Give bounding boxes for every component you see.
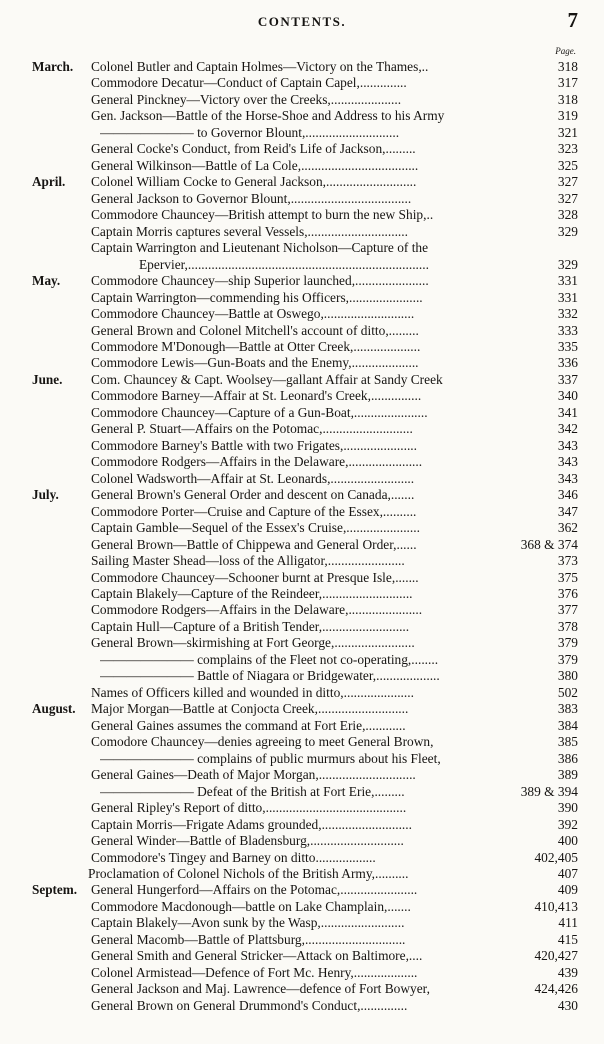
entry-title: General Smith and General Stricker—Attack on Baltimore,.... [91, 948, 423, 964]
entry-page: 343 [557, 470, 578, 486]
entry-title: Colonel Armistead—Defence of Fort Mc. Henry,................... [91, 964, 418, 980]
entry-page: 335 [557, 338, 578, 354]
toc-entry [0, 784, 604, 800]
toc-entry [0, 141, 604, 157]
entry-page: 380 [557, 668, 578, 684]
toc-entry [0, 504, 604, 520]
entry-page: 383 [557, 701, 578, 717]
toc-entry [0, 718, 604, 734]
toc-entry [0, 882, 604, 898]
toc-entry [0, 191, 604, 207]
toc-entry [0, 207, 604, 223]
entry-title: Commodore Barney—Affair at St. Leonard's Creek,............... [91, 388, 422, 404]
entry-title: Captain Warrington—commending his Officers,...................... [91, 289, 423, 305]
toc-entry [0, 273, 604, 289]
toc-entry [0, 158, 604, 174]
toc-entry [0, 998, 604, 1014]
toc-entry [0, 602, 604, 618]
toc-entry [0, 619, 604, 635]
month-label: March. [32, 59, 74, 74]
entry-title: Captain Hull—Capture of a British Tender,.......................... [91, 618, 410, 634]
month-label: July. [32, 487, 59, 503]
entry-page: 375 [557, 569, 578, 585]
toc-entry [0, 257, 604, 273]
month-label: Septem. [32, 882, 78, 898]
toc-entry [0, 108, 604, 124]
entry-page: 329 [557, 223, 578, 239]
table-of-contents [0, 59, 604, 1014]
entry-title: General Brown's General Order and descent on Canada,....... [91, 487, 415, 503]
entry-title: General Gaines assumes the command at Fort Erie,............ [91, 717, 406, 733]
entry-page: 341 [557, 404, 578, 420]
toc-entry [0, 668, 604, 684]
entry-title: Commodore Barney's Battle with two Frigates,...................... [91, 437, 417, 453]
entry-page: 332 [557, 306, 578, 322]
entry-title: General Winder—Battle of Bladensburg,............................ [91, 833, 404, 849]
entry-page: 407 [557, 865, 578, 881]
entry-title: Commodore's Tingey and Barney on ditto.................. [91, 849, 376, 865]
toc-entry [0, 290, 604, 306]
entry-title: Captain Morris captures several Vessels,.............................. [91, 223, 408, 239]
entry-page: 319 [557, 108, 578, 124]
entry-page: 343 [557, 437, 578, 453]
entry-page: 368 & 374 [520, 536, 578, 552]
entry-page: 379 [557, 635, 578, 651]
toc-entry [0, 685, 604, 701]
month-label: June. [32, 371, 63, 387]
entry-page: 502 [557, 684, 578, 700]
entry-page: 336 [557, 355, 578, 371]
entry-page: 340 [557, 388, 578, 404]
entry-title: Captain Gamble—Sequel of the Essex's Cruise,...................... [91, 520, 420, 536]
entry-title: Sailing Master Shead—loss of the Alligator,....................... [91, 553, 405, 569]
entry-page: 389 [557, 767, 578, 783]
entry-page: 386 [557, 750, 578, 766]
entry-page: 384 [557, 717, 578, 733]
entry-title: ——————— to Governor Blount,............................ [100, 124, 400, 140]
page-column-label: Page. [555, 46, 576, 56]
toc-entry [0, 174, 604, 190]
page-number: 7 [567, 8, 578, 32]
entry-page: 378 [557, 618, 578, 634]
entry-page: 328 [557, 207, 578, 223]
entry-title: Gen. Jackson—Battle of the Horse-Shoe and Address to his Army [91, 108, 445, 124]
entry-page: 400 [557, 833, 578, 849]
entry-title: Colonel Butler and Captain Holmes—Victory on the Thames,.. [91, 59, 429, 74]
entry-title: Captain Blakely—Capture of the Reindeer,........................... [91, 586, 413, 601]
entry-title: Proclamation of Colonel Nichols of the British Army,.......... [88, 865, 409, 881]
month-label: May. [32, 273, 61, 289]
entry-title: General Gaines—Death of Major Morgan,............................. [91, 767, 416, 783]
entry-page: 331 [557, 289, 578, 305]
entry-title: Colonel William Cocke to General Jackson,........................... [91, 174, 417, 190]
toc-entry [0, 125, 604, 141]
toc-entry [0, 388, 604, 404]
entry-title: General Brown—skirmishing at Fort George,........................ [91, 635, 415, 651]
toc-entry [0, 965, 604, 981]
entry-page: 424,426 [534, 981, 578, 997]
entry-title: Epervier,........................................................................ [139, 256, 429, 272]
entry-title: Comodore Chauncey—denies agreeing to meet General Brown, [91, 734, 434, 750]
entry-title: Colonel Wadsworth—Affair at St. Leonards,......................... [91, 470, 415, 486]
entry-page: 385 [557, 734, 578, 750]
entry-title: Commodore Decatur—Conduct of Captain Capel,.............. [91, 75, 407, 91]
entry-title: Commodore Porter—Cruise and Capture of the Essex,.......... [91, 503, 417, 519]
entry-title: General Cocke's Conduct, from Reid's Life of Jackson,......... [91, 141, 416, 157]
entry-title: General Wilkinson—Battle of La Cole,................................... [91, 157, 419, 173]
entry-title: Captain Warrington and Lieutenant Nicholson—Capture of the [91, 240, 429, 256]
entry-title: Major Morgan—Battle at Conjocta Creek,........................... [91, 701, 409, 717]
entry-page: 318 [557, 91, 578, 107]
entry-title: General P. Stuart—Affairs on the Potomac,........................... [91, 421, 413, 437]
entry-title: Captain Blakely—Avon sunk by the Wasp,......................... [91, 915, 405, 931]
entry-page: 376 [557, 586, 578, 601]
toc-entry [0, 372, 604, 388]
entry-title: ——————— complains of the Fleet not co-operating,........ [100, 651, 439, 667]
entry-page: 333 [557, 322, 578, 338]
entry-page: 410,413 [534, 898, 578, 914]
entry-page: 377 [557, 602, 578, 618]
toc-entry [0, 981, 604, 997]
entry-page: 362 [557, 520, 578, 536]
entry-page: 439 [557, 964, 578, 980]
entry-title: ——————— Battle of Niagara or Bridgewater,................... [100, 668, 440, 684]
entry-page: 415 [557, 931, 578, 947]
entry-page: 318 [557, 59, 578, 74]
toc-entry [0, 405, 604, 421]
toc-entry [0, 421, 604, 437]
entry-page: 343 [557, 454, 578, 470]
toc-entry [0, 355, 604, 371]
entry-title: ——————— Defeat of the British at Fort Erie,......... [100, 783, 405, 799]
entry-title: Commodore Rodgers—Affairs in the Delaware,...................... [91, 454, 423, 470]
entry-title: General Brown and Colonel Mitchell's account of ditto,......... [91, 322, 419, 338]
entry-page: 409 [557, 882, 578, 898]
toc-entry [0, 454, 604, 470]
toc-entry [0, 800, 604, 816]
month-label: April. [32, 174, 66, 190]
toc-entry [0, 899, 604, 915]
toc-entry [0, 75, 604, 91]
entry-title: Com. Chauncey & Capt. Woolsey—gallant Affair at Sandy Creek [91, 371, 443, 387]
toc-entry [0, 520, 604, 536]
entry-page: 430 [557, 997, 578, 1013]
entry-title: General Macomb—Battle of Plattsburg,.............................. [91, 931, 406, 947]
entry-page: 411 [558, 915, 578, 931]
entry-page: 321 [557, 124, 578, 140]
entry-title: Commodore Chauncey—Capture of a Gun-Boat,...................... [91, 404, 428, 420]
toc-entry [0, 767, 604, 783]
entry-title: Commodore Chauncey—Schooner burnt at Presque Isle,....... [91, 569, 419, 585]
entry-page: 327 [557, 190, 578, 206]
toc-entry [0, 487, 604, 503]
toc-entry [0, 734, 604, 750]
entry-page: 347 [557, 503, 578, 519]
entry-page: 420,427 [534, 948, 578, 964]
toc-entry [0, 701, 604, 717]
toc-entry [0, 833, 604, 849]
month-label: August. [32, 701, 76, 717]
toc-entry [0, 553, 604, 569]
entry-title: Commodore M'Donough—Battle at Otter Creek,.................... [91, 338, 421, 354]
toc-entry [0, 438, 604, 454]
toc-entry [0, 92, 604, 108]
entry-title: Commodore Chauncey—Battle at Oswego,........................... [91, 306, 415, 322]
toc-entry [0, 850, 604, 866]
entry-page: 317 [557, 75, 578, 91]
entry-page: 402,405 [534, 849, 578, 865]
entry-title: General Brown on General Drummond's Conduct,.............. [91, 997, 408, 1013]
entry-title: Commodore Lewis—Gun-Boats and the Enemy,.................... [91, 355, 419, 371]
toc-entry [0, 339, 604, 355]
toc-entry [0, 635, 604, 651]
entry-page: 329 [557, 256, 578, 272]
toc-entry [0, 240, 604, 256]
toc-entry [0, 570, 604, 586]
entry-title: General Ripley's Report of ditto,.......................................... [91, 800, 407, 816]
entry-page: 373 [557, 553, 578, 569]
entry-page: 346 [557, 487, 578, 503]
toc-entry [0, 586, 604, 602]
entry-page: 392 [557, 816, 578, 832]
entry-page: 331 [557, 273, 578, 289]
toc-entry [0, 652, 604, 668]
entry-title: General Jackson to Governor Blount,.................................... [91, 190, 412, 206]
entry-page: 342 [557, 421, 578, 437]
entry-title: Captain Morris—Frigate Adams grounded,........................... [91, 816, 412, 832]
entry-title: General Pinckney—Victory over the Creeks,..................... [91, 91, 402, 107]
entry-title: Commodore Macdonough—battle on Lake Champlain,....... [91, 898, 411, 914]
toc-entry [0, 866, 604, 882]
entry-title: ——————— complains of public murmurs about his Fleet, [100, 750, 441, 766]
entry-page: 325 [557, 157, 578, 173]
toc-entry [0, 932, 604, 948]
toc-entry [0, 948, 604, 964]
entry-title: General Brown—Battle of Chippewa and General Order,...... [91, 536, 417, 552]
entry-page: 390 [557, 800, 578, 816]
entry-title: Commodore Chauncey—British attempt to burn the new Ship,.. [91, 207, 434, 223]
entry-title: Commodore Chauncey—ship Superior launched,...................... [91, 273, 429, 289]
entry-title: General Hungerford—Affairs on the Potomac,....................... [91, 882, 418, 898]
toc-entry [0, 915, 604, 931]
entry-title: Commodore Rodgers—Affairs in the Delaware,...................... [91, 602, 423, 618]
page-title: CONTENTS. [257, 14, 347, 29]
toc-entry [0, 59, 604, 75]
toc-entry [0, 323, 604, 339]
entry-page: 337 [557, 371, 578, 387]
toc-entry [0, 224, 604, 240]
toc-entry [0, 471, 604, 487]
toc-entry [0, 751, 604, 767]
entry-title: General Jackson and Maj. Lawrence—defence of Fort Bowyer, [91, 981, 430, 997]
entry-page: 327 [557, 174, 578, 190]
toc-entry [0, 537, 604, 553]
entry-page: 389 & 394 [520, 783, 578, 799]
toc-entry [0, 306, 604, 322]
entry-page: 379 [557, 651, 578, 667]
entry-title: Names of Officers killed and wounded in ditto,..................... [91, 684, 414, 700]
entry-page: 323 [557, 141, 578, 157]
toc-entry [0, 817, 604, 833]
